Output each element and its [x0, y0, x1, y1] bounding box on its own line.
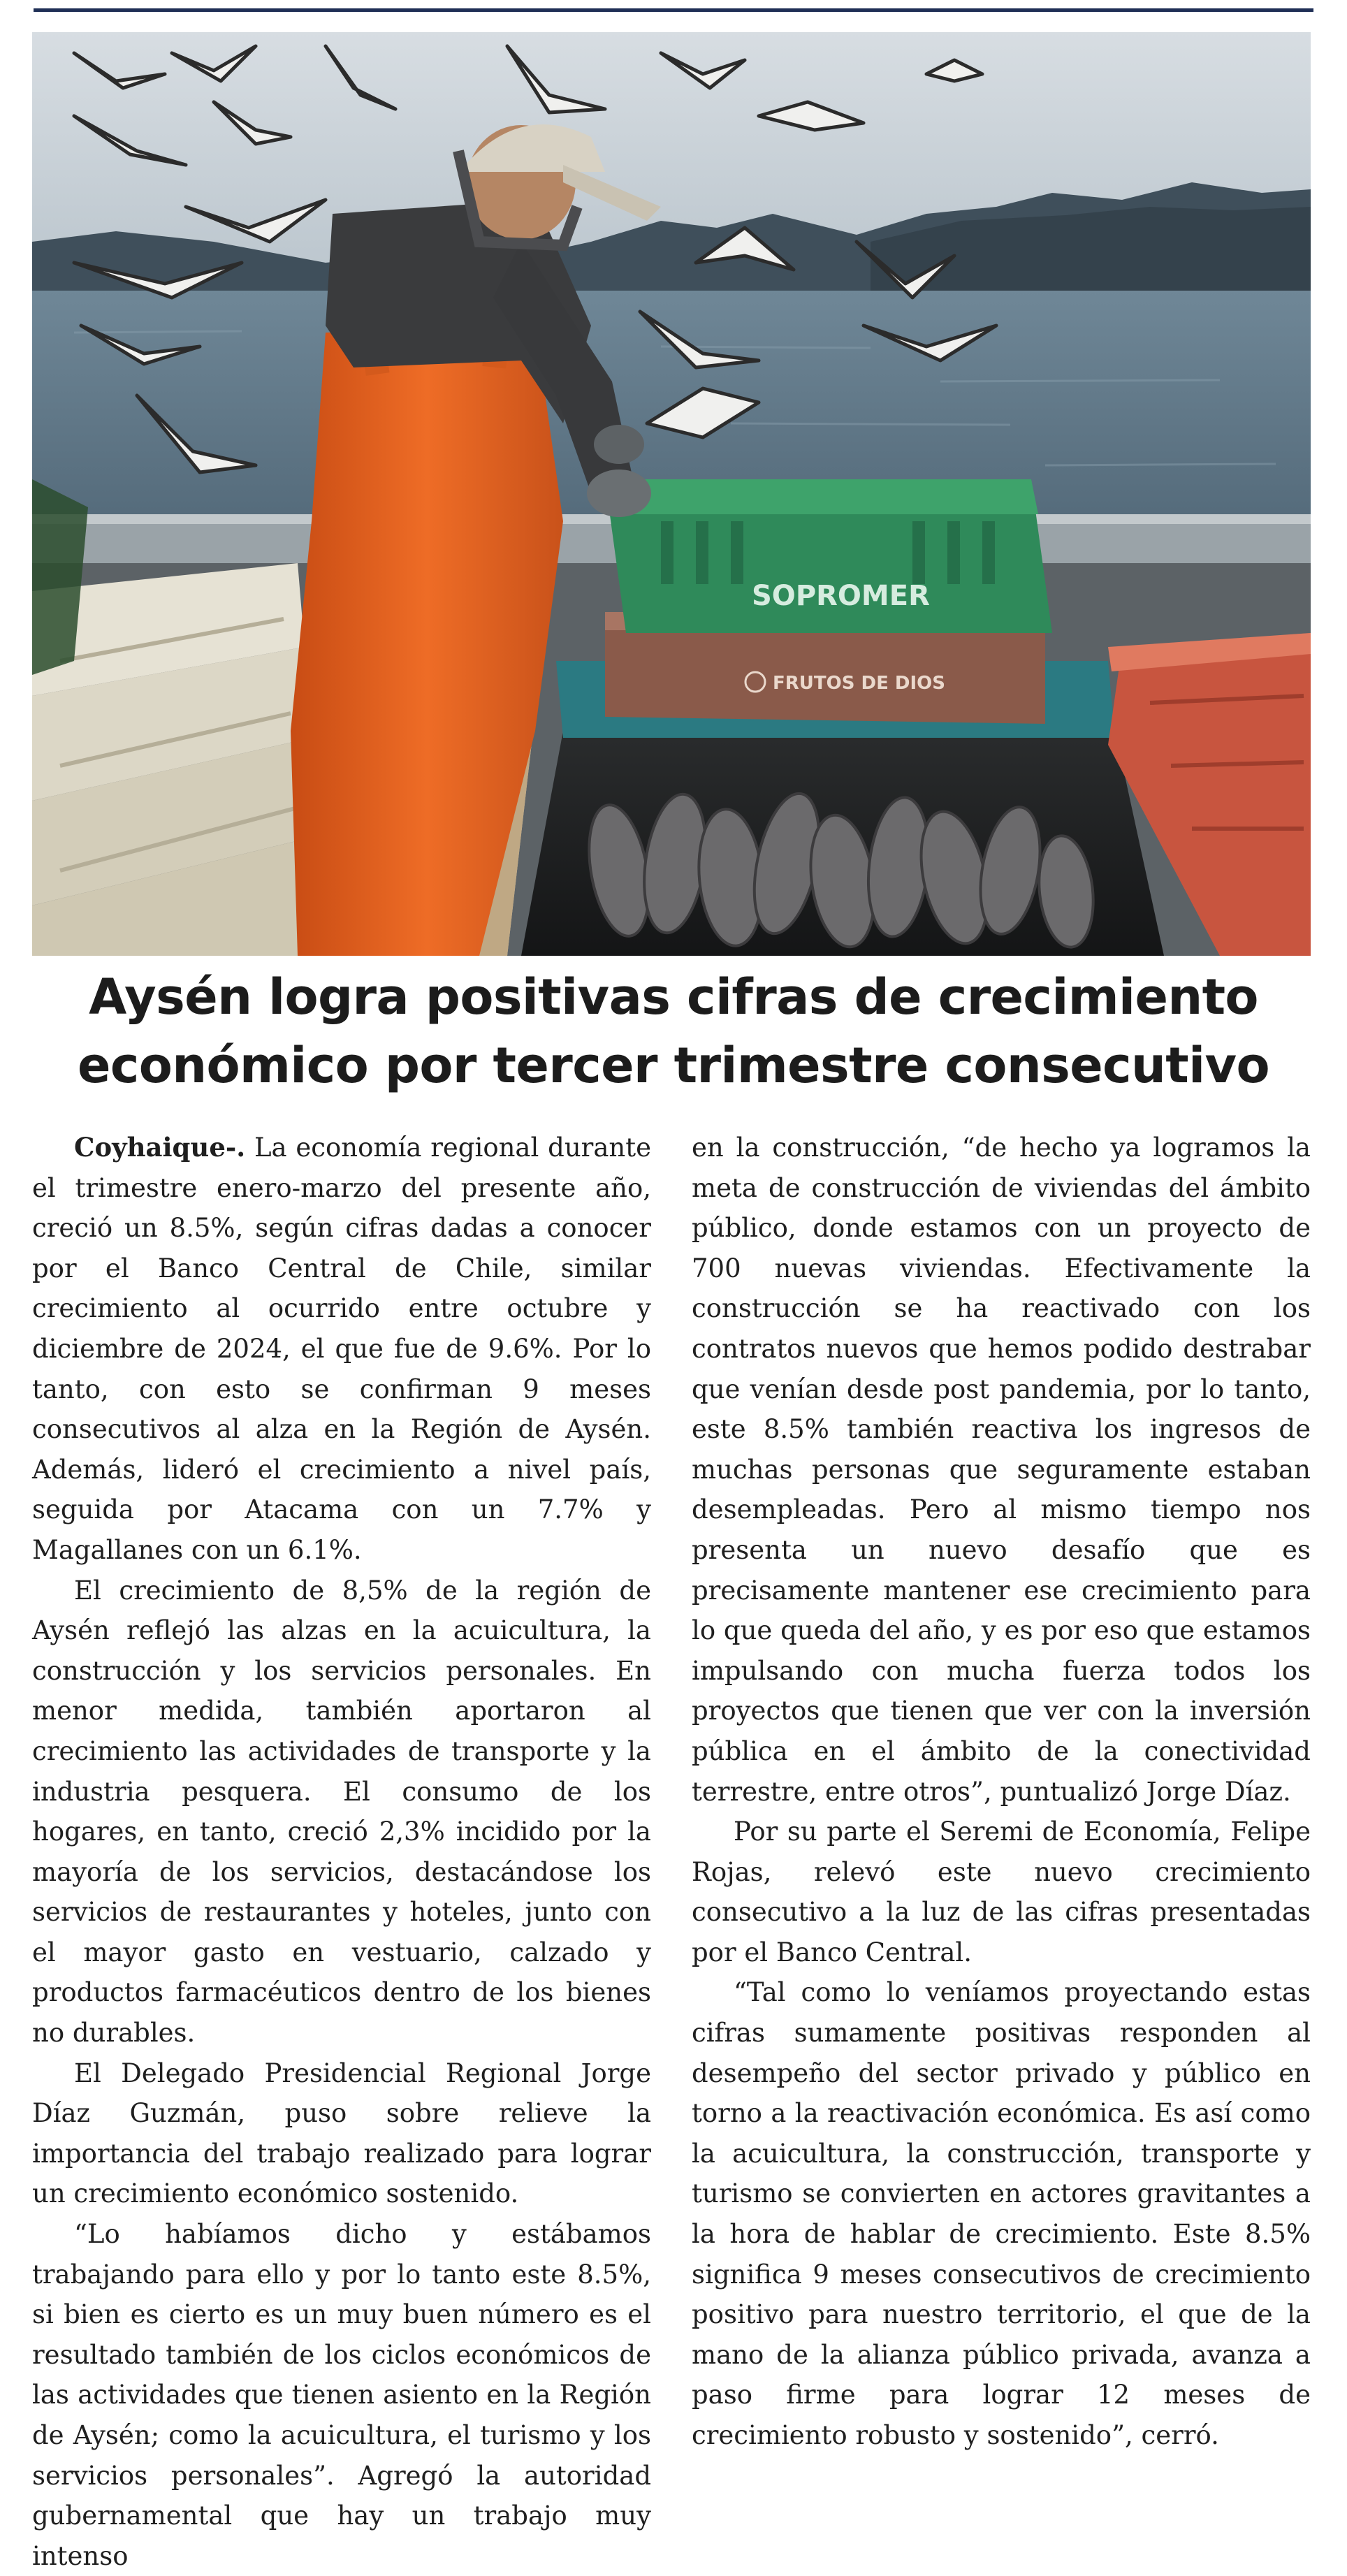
green-crate-label: SOPROMER: [752, 580, 930, 612]
paragraph-text: La economía regional durante el trimestre enero-marzo del presente año, creció un 8.5%, según cifras dadas a conocer por el Banco Central de Chile, similar crecimiento al ocurrido entre octubre y diciembre de 2024, el que fue de 9.6%. Por lo tanto, con esto se confirman 9 meses consecutivos al alza en la Región de Aysén. Además, lideró el crecimiento a nivel país, seguida por Atacama con un 7.7% y Magallanes con un 6.1%.: [32, 1133, 651, 1565]
paragraph: Por su parte el Seremi de Economía, Felipe Rojas, relevó este nuevo crecimiento consecutivo a la luz de las cifras presentadas por el Banco Central.: [692, 1817, 1311, 1967]
paragraph: “Tal como lo veníamos proyectando estas cifras sumamente positivas responden al desempeño del sector privado y público en torno a la reactivación económica. Es así como la acuicultura, la construcción, transporte y turismo se convierten en actores gravitantes a la hora de hablar de crecimiento. Este 8.5% significa 9 meses consecutivos de crecimiento positivo para nuestro territorio, el que de la mano de la alianza público privada, avanza a paso firme para lograr 12 meses de crecimiento robusto y sostenido”, cerró.: [692, 1977, 1311, 2450]
green-crate: [605, 479, 1052, 633]
paragraph: [32, 1128, 651, 1571]
paragraph: El crecimiento de 8,5% de la región de Aysén reflejó las alzas en la acuicultura, la construcción y los servicios personales. En menor medida, también aportaron al crecimiento las actividades de transporte y la industria pesquera. El consumo de los hogares, en tanto, creció 2,3% incidido por la mayoría de los servicios, destacándose los servicios de restaurantes y hoteles, junto con el mayor gasto en vestuario, calzado y productos farmacéuticos dentro de los bienes no durables.: [32, 1575, 651, 2049]
article-photo: [32, 32, 1311, 956]
article-column-left: [32, 1128, 651, 2576]
dateline: Coyhaique-.: [74, 1132, 246, 1163]
article-column-right: [692, 1128, 1311, 2456]
paragraph: “Lo habíamos dicho y estábamos trabajando para ello y por lo tanto este 8.5%, si bien es cierto es un muy buen número es el resultado también de los ciclos económicos de las actividades que tienen asiento en la Región de Aysén; como la acuicultura, el turismo y los servicios personales”. Agregó la autoridad gubernamental que hay un trabajo muy intenso: [32, 2219, 651, 2571]
paragraph: en la construcción, “de hecho ya logramos la meta de construcción de viviendas del ámbito público, donde estamos con un proyecto de 700 nuevas viviendas. Efectivamente la construcción se ha reactivado con los contratos nuevos que hemos podido destrabar que venían desde post pandemia, por lo tanto, este 8.5% también reactiva los ingresos de muchas personas que seguramente estaban desempleadas. Pero al mismo tiempo nos presenta un nuevo desafío que es precisamente mantener ese crecimiento para lo que queda del año, y es por eso que estamos impulsando con mucha fuerza todos los proyectos que tienen que ver con la inversión pública en el ámbito de la conectividad terrestre, entre otros”, puntualizó Jorge Díaz.: [692, 1133, 1311, 1807]
headline-line-1: Aysén logra positivas cifras de crecimiento: [89, 968, 1258, 1026]
paragraph: El Delegado Presidencial Regional Jorge Díaz Guzmán, puso sobre relieve la importancia del trabajo realizado para lograr un crecimiento económico sostenido.: [32, 2058, 651, 2209]
headline-line-2: económico por tercer trimestre consecutivo: [77, 1037, 1270, 1094]
headline: [28, 963, 1319, 1100]
top-rule: [34, 8, 1313, 12]
brown-crate-label: FRUTOS DE DIOS: [773, 673, 945, 694]
fishing-boat-photo: [32, 32, 1311, 956]
